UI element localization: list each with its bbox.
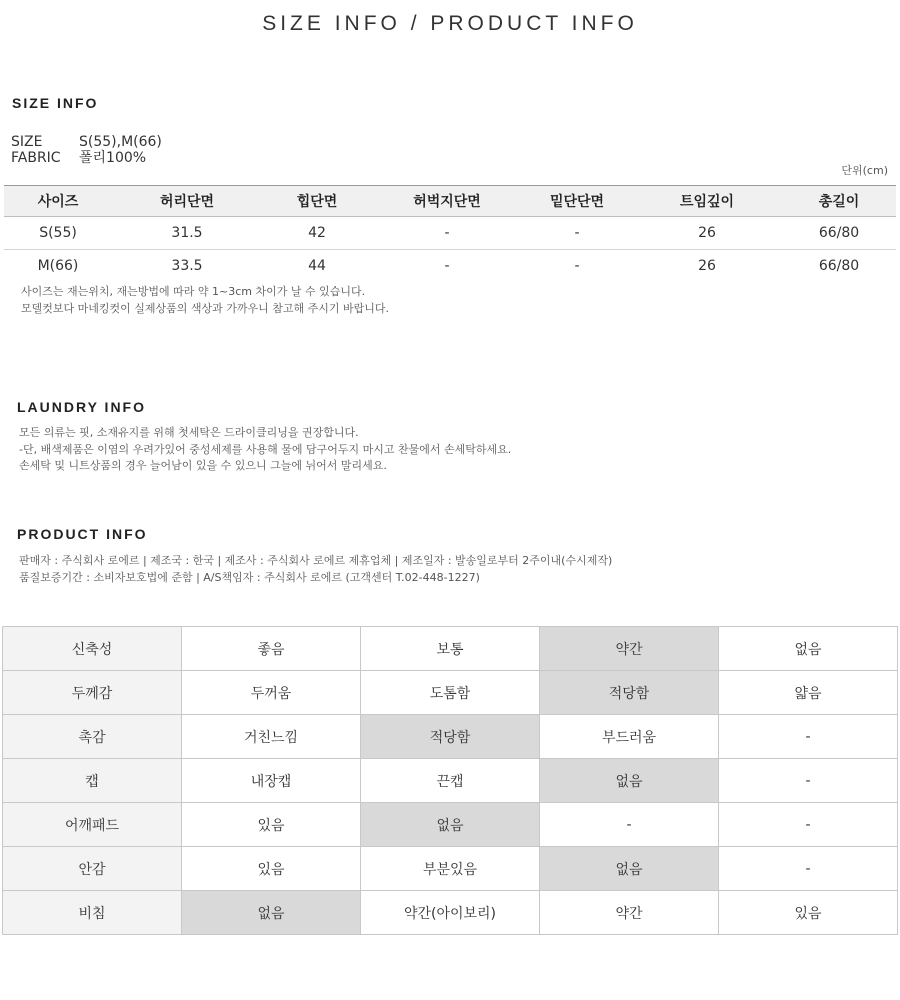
attribute-option: 있음 [719,891,898,935]
attribute-option: 얇음 [719,671,898,715]
fabric-spec-value: 폴리100% [79,150,147,166]
table-row [3,759,898,803]
product-line: 판매자 : 주식회사 로에르 | 제조국 : 한국 | 제조사 : 주식회사 로에르 제휴업체 | 제조일자 : 발송일로부터 2주이내(수시제작) [19,554,613,567]
size-note-line: 사이즈는 재는위치, 재는방법에 따라 약 1~3cm 차이가 날 수 있습니다. [21,285,366,298]
attribute-option: - [719,803,898,847]
laundry-line: -단, 배색제품은 이염의 우려가있어 중성세제를 사용해 물에 담구어두지 마시고 찬물에서 손세탁하세요. [19,442,512,456]
size-cell: - [522,217,632,250]
fabric-spec-row [11,150,146,166]
attribute-label: 촉감 [3,715,182,759]
attribute-option: - [540,803,719,847]
laundry-notes [19,425,511,475]
product-info-heading: PRODUCT INFO [17,526,148,542]
size-table [4,185,896,282]
attribute-option: 거친느낌 [182,715,361,759]
size-cell: 33.5 [171,258,203,274]
attribute-option-selected: 없음 [540,847,719,891]
size-cell: 66/80 [782,217,896,250]
attribute-option-selected: 적당함 [540,671,719,715]
size-info-heading: SIZE INFO [12,95,99,111]
attribute-option: 있음 [182,847,361,891]
size-spec-row [11,134,162,150]
attribute-option: 약간 [540,891,719,935]
attribute-label: 캡 [3,759,182,803]
attribute-option-selected: 약간 [540,627,719,671]
size-cell: S(55) [4,217,112,250]
size-cell: 42 [262,217,372,250]
attribute-option-selected: 없음 [182,891,361,935]
size-table-header: 허리단면 [112,186,262,217]
laundry-line: 모든 의류는 핏, 소재유지를 위해 첫세탁은 드라이클리닝을 권장합니다. [19,426,359,439]
attribute-option: - [719,847,898,891]
size-spec-label: SIZE [11,134,43,150]
attribute-option: 좋음 [182,627,361,671]
size-cell: - [444,258,450,274]
attribute-label: 비침 [3,891,182,935]
table-row [3,671,898,715]
size-table-header: 총길이 [782,186,896,217]
page-title: SIZE INFO / PRODUCT INFO [262,12,638,35]
attribute-option: 내장캡 [182,759,361,803]
size-cell: 31.5 [112,217,262,250]
attribute-option-selected: 없음 [540,759,719,803]
laundry-line: 손세탁 및 니트상품의 경우 늘어남이 있을 수 있으니 그늘에 뉘어서 말리세요. [19,459,387,472]
product-notes [19,553,612,586]
size-cell: - [574,258,580,274]
attribute-label: 안감 [3,847,182,891]
size-note-line: 모델컷보다 마네킹컷이 실제상품의 색상과 가까우니 참고해 주시기 바랍니다. [21,301,390,315]
size-table-header: 트임깊이 [632,186,782,217]
attribute-option: 약간(아이보리) [361,891,540,935]
size-table-header: 사이즈 [4,186,112,217]
attribute-option: 두꺼움 [182,671,361,715]
size-cell: 66/80 [818,258,860,274]
size-cell: 26 [698,258,716,274]
size-table-header-row [4,186,896,217]
attribute-table [2,626,898,935]
attribute-option-selected: 없음 [361,803,540,847]
attribute-option: 보통 [361,627,540,671]
table-row [4,217,896,250]
fabric-spec-label: FABRIC [11,150,61,166]
table-row [3,715,898,759]
size-cell: 44 [308,258,326,274]
table-row [4,250,896,283]
attribute-option: 도톰함 [361,671,540,715]
unit-note: 단위(cm) [841,164,888,177]
table-row [3,803,898,847]
size-cell: 26 [632,217,782,250]
table-row [3,847,898,891]
attribute-option: 없음 [719,627,898,671]
size-notes [21,284,389,317]
product-line: 품질보증기간 : 소비자보호법에 준함 | A/S책임자 : 주식회사 로에르 (고객센터 T.02-448-1227) [19,570,480,584]
attribute-option: 있음 [182,803,361,847]
size-table-header: 밑단단면 [522,186,632,217]
table-row [3,627,898,671]
attribute-option: 부분있음 [361,847,540,891]
size-spec-value: S(55),M(66) [79,134,162,150]
attribute-label: 두께감 [3,671,182,715]
size-cell: M(66) [37,258,79,274]
attribute-option-selected: 적당함 [361,715,540,759]
attribute-option: - [719,715,898,759]
size-cell: - [372,217,522,250]
size-table-header: 허벅지단면 [372,186,522,217]
attribute-option: 끈캡 [361,759,540,803]
table-row [3,891,898,935]
laundry-info-heading: LAUNDRY INFO [17,399,146,415]
attribute-option: - [719,759,898,803]
attribute-label: 신축성 [3,627,182,671]
attribute-label: 어깨패드 [3,803,182,847]
attribute-option: 부드러움 [540,715,719,759]
size-table-header: 힙단면 [262,186,372,217]
